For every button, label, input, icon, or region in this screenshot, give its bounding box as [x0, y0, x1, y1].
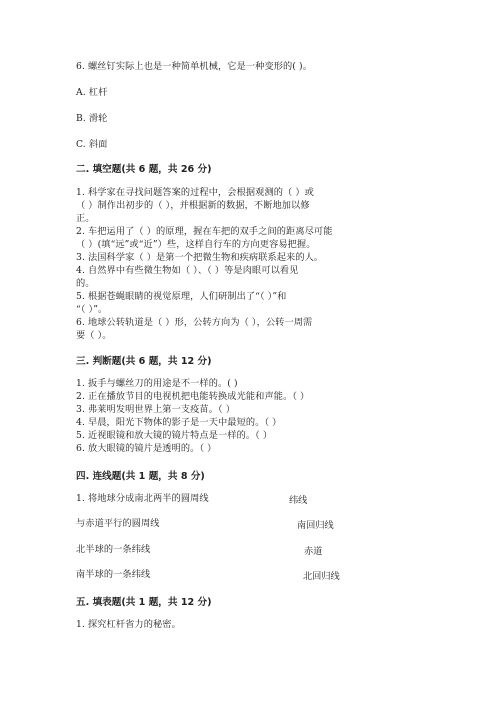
fill-line: 的。	[76, 278, 95, 289]
fill-line: 2. 车把运用了（ ）的原理，握在车把的双手之间的距离尽可能	[76, 226, 333, 237]
fill-line: 4. 自然界中有些微生物如（ ）、（ ）等是肉眼可以看见	[76, 265, 299, 276]
table-question: 1. 探究杠杆省力的秘密。	[76, 619, 181, 630]
section-title-table-fill: 五. 填表题(共 1 题，共 12 分)	[76, 597, 212, 608]
fill-line: 3. 法国科学家（ ）是第一个把微生物和疾病联系起来的人。	[76, 252, 324, 263]
match-left-item: 1. 将地球分成南北两半的圆周线	[76, 493, 209, 504]
match-right-item: 北回归线	[303, 571, 340, 582]
fill-line: （ ）制作出初步的（ ），并根据新的数据，不断地加以修	[76, 200, 310, 211]
fill-line: 1. 科学家在寻找问题答案的过程中，会根据观测的（ ）或	[76, 187, 314, 198]
fill-line: 5. 根据苍蝇眼睛的视觉原理，人们研制出了“（ ）”和	[76, 291, 287, 302]
mc-option-b: B. 滑轮	[76, 113, 108, 124]
match-left-item: 南半球的一条纬线	[76, 569, 151, 580]
match-left-item: 与赤道平行的圆周线	[76, 518, 160, 529]
tf-line: 4. 早晨，阳光下物体的影子是一天中最短的。（ ）	[76, 417, 282, 428]
mc-question-6: 6. 螺丝钉实际上也是一种简单机械，它是一种变形的( )。	[76, 61, 312, 72]
tf-line: 3. 弗莱明发明世界上第一支疫苗。（ ）	[76, 404, 236, 415]
tf-line: 6. 放大眼镜的镜片是透明的。（ ）	[76, 443, 217, 454]
match-right-item: 南回归线	[297, 520, 334, 531]
mc-option-c: C. 斜面	[76, 139, 108, 150]
section-title-matching: 四. 连线题(共 1 题，共 8 分)	[76, 471, 205, 482]
tf-line: 1. 扳手与螺丝刀的用途是不一样的。( )	[76, 378, 238, 389]
fill-line: “（ ）”。	[76, 304, 108, 315]
fill-line: 6. 地球公转轨道是（ ）形，公转方向为（ ），公转一周需	[76, 317, 313, 328]
match-right-item: 赤道	[304, 546, 323, 557]
fill-line: （ ）(填“远”或“近”）些，这样自行车的方向更容易把握。	[76, 239, 316, 250]
mc-option-a: A. 杠杆	[76, 87, 108, 98]
section-title-fill-blank: 二. 填空题(共 6 题，共 26 分)	[76, 164, 212, 175]
match-left-item: 北半球的一条纬线	[76, 544, 151, 555]
fill-line: 要（ ）。	[76, 330, 112, 341]
tf-line: 5. 近视眼镜和放大镜的镜片特点是一样的。（ ）	[76, 430, 273, 441]
fill-line: 正。	[76, 213, 95, 224]
tf-line: 2. 正在播放节目的电视机把电能转换成光能和声能。（ ）	[76, 391, 310, 402]
match-right-item: 纬线	[289, 495, 308, 506]
section-title-true-false: 三. 判断题(共 6 题，共 12 分)	[76, 356, 212, 367]
